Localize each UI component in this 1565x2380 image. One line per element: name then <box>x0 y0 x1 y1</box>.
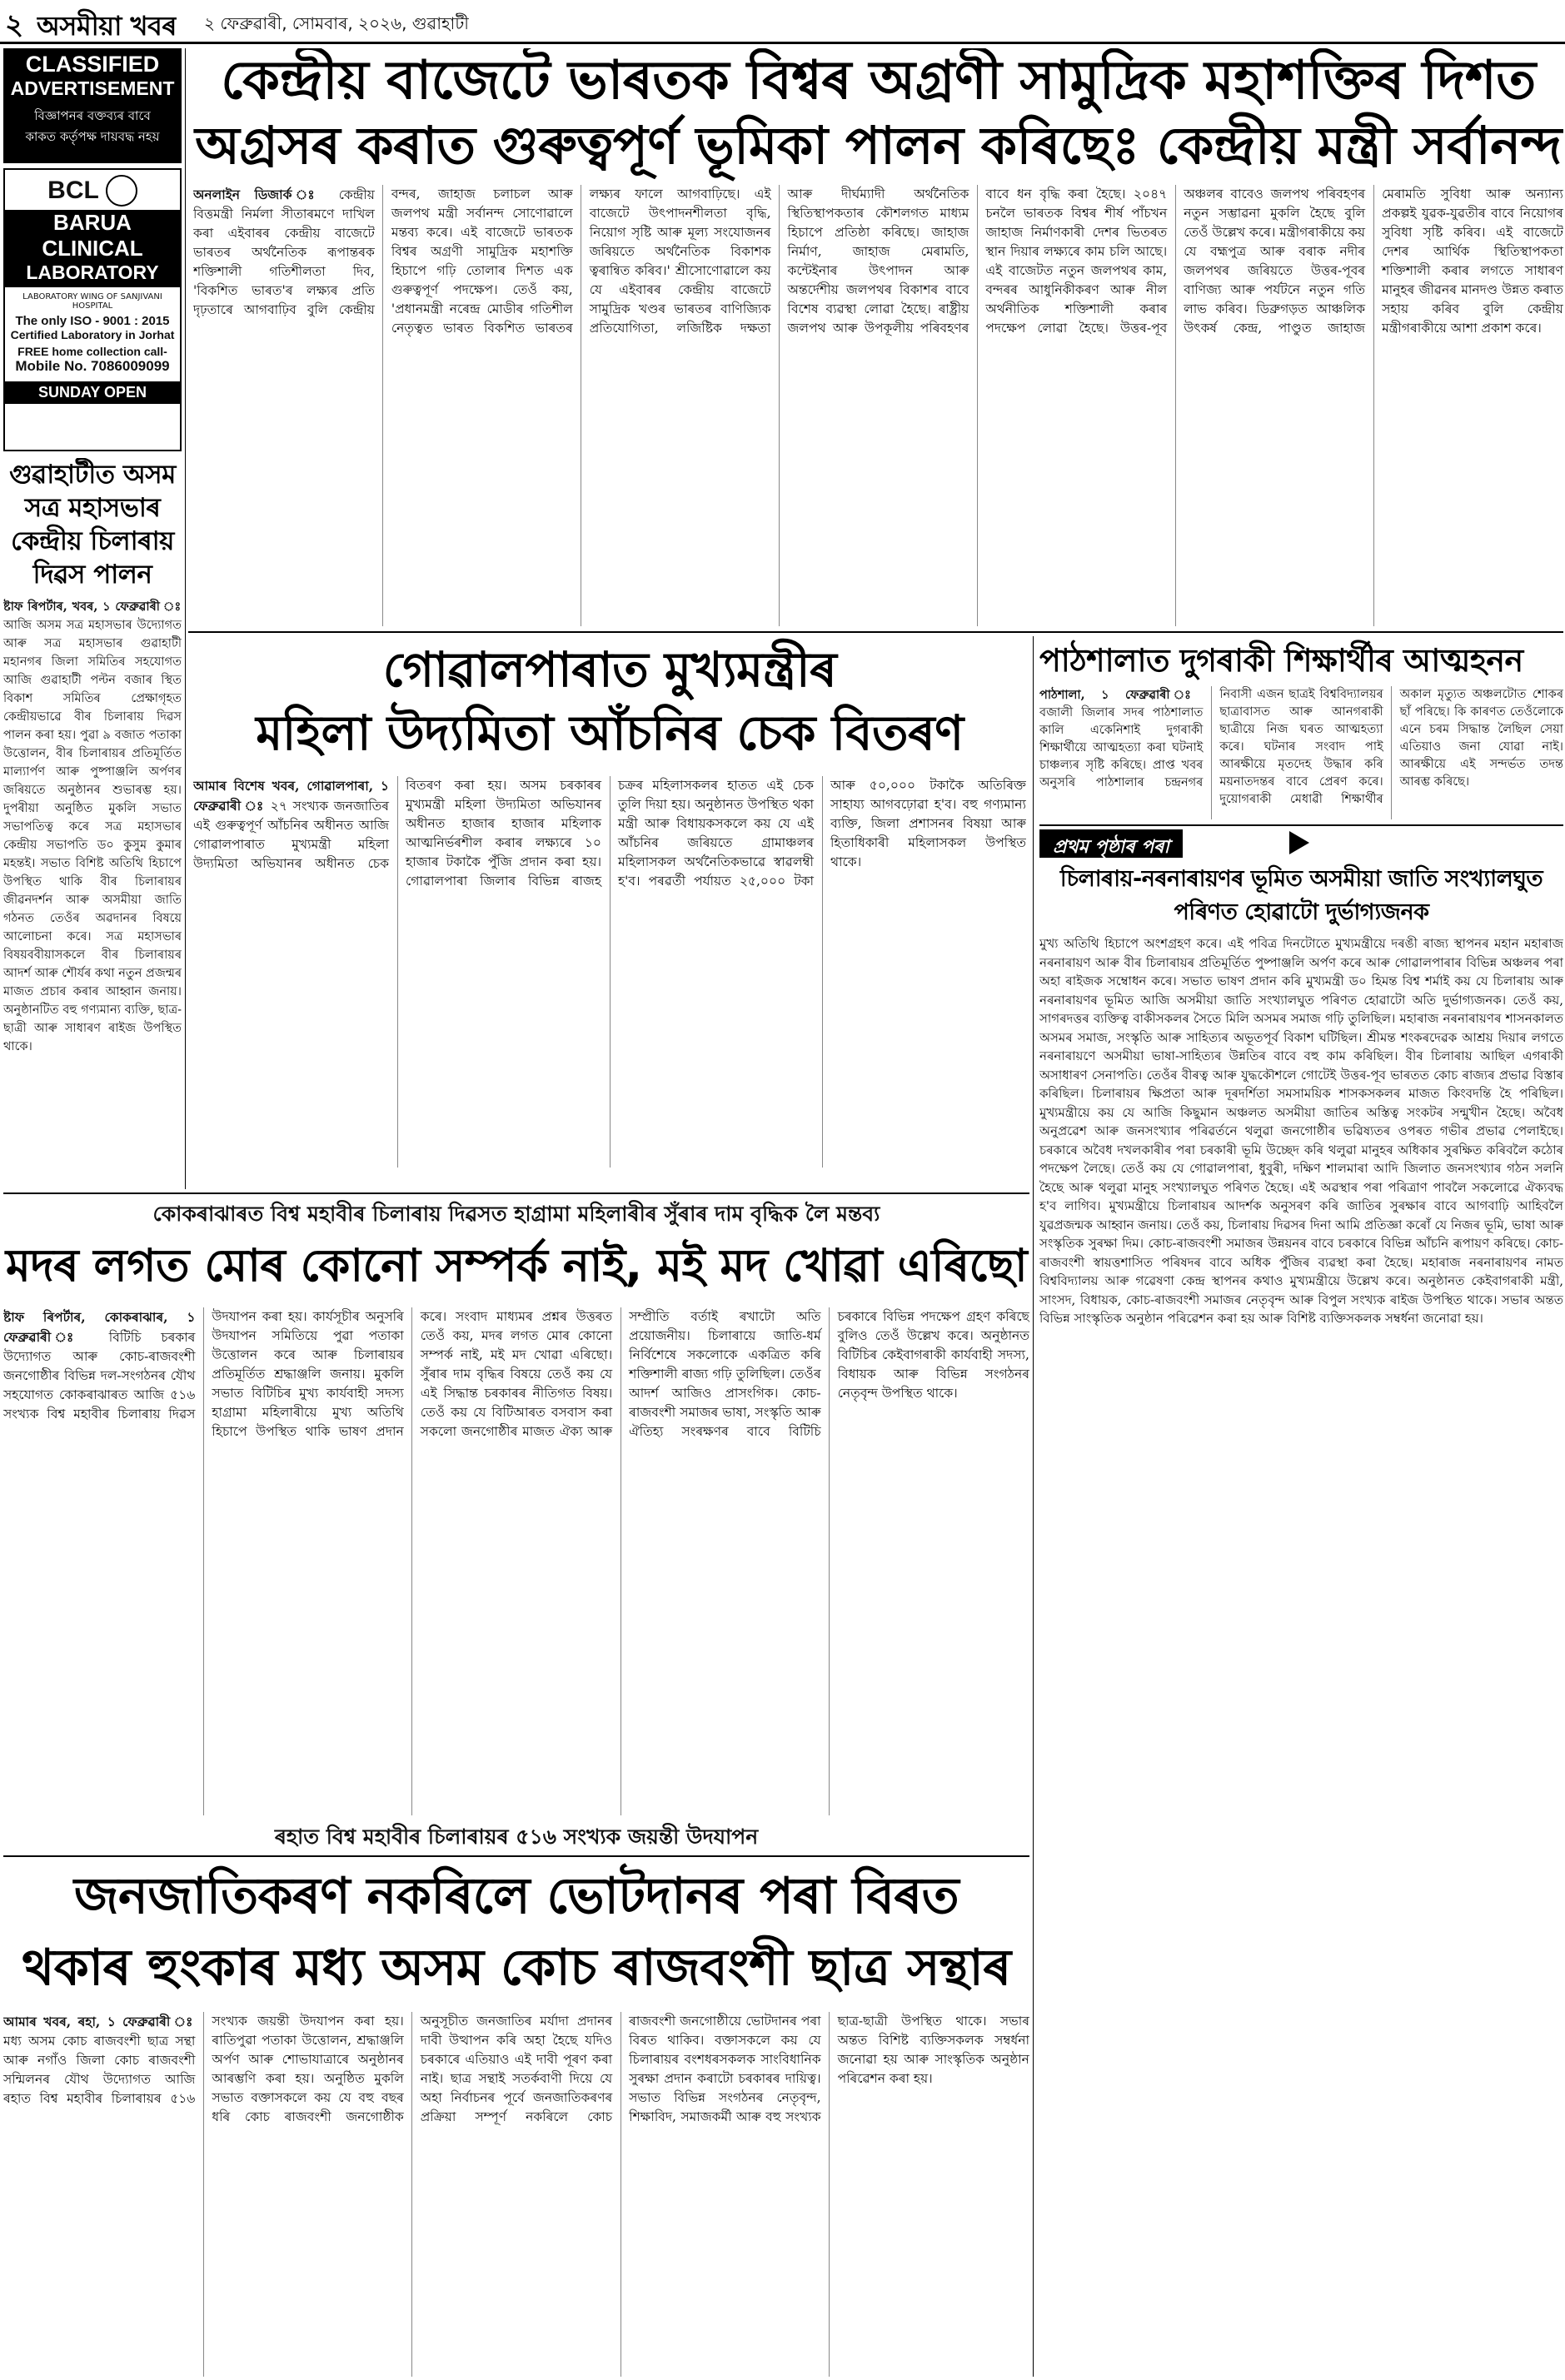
pathshala-headline: পাঠশালাত দুগৰাকী শিক্ষাৰ্থীৰ আত্মহনন <box>1039 642 1523 679</box>
bcl-sub-4: FREE home collection call- <box>17 345 167 358</box>
paper-name: অসমীয়া খবৰ <box>37 10 177 42</box>
bcl-name-2: CLINICAL <box>5 236 180 261</box>
kokrajhar-kicker: কোকৰাঝাৰত বিশ্ব মহাবীৰ চিলাৰায় দিৱসত হাগ্ৰামা মহিলাৰীৰ সুঁৰাৰ দাম বৃদ্ধিক লৈ মন্তব্য <box>152 1202 880 1226</box>
continued-left-rule <box>1033 1169 1034 2377</box>
lead-bottom-rule <box>188 631 1563 633</box>
classified-box <box>3 48 182 163</box>
goalpara-body-text: ২৭ সংখ্যক জনজাতিৰ এই গুৰুত্বপূৰ্ণ আঁচনিৰ অধীনত আজি গোৱালপাৰাত মুখ্যমন্ত্ৰী মহিলা উদ্যমিতা অভিযানৰ অধীনত চেক বিতৰণ কৰা হয়। অসম চৰকাৰৰ মুখ্যমন্ত্ৰী মহিলা উদ্যমিতা অভিযানৰ অধীনত হাজাৰ হাজাৰ মহিলাক আত্মনিৰ্ভৰশীল কৰাৰ লক্ষ্যৰে ১০ হাজাৰ টকাকৈ পুঁজি প্ৰদান কৰা হয়। গোৱালপাৰা জিলাৰ বিভিন্ন ৰাজহ চক্ৰৰ মহিলাসকলৰ হাতত এই চেক তুলি দিয়া হয়। অনুষ্ঠানত উপস্থিত থকা মন্ত্ৰী আৰু বিধায়কসকলে কয় যে এই আঁচনিৰ জৰিয়তে গ্ৰামাঞ্চলৰ মহিলাসকল অৰ্থনৈতিকভাৱে স্বাৱলম্বী হ'ব। পৰৱৰ্তী পৰ্যায়ত ২৫,০০০ টকা আৰু ৫০,০০০ টকাকৈ অতিৰিক্ত সাহায্য আগবঢ়োৱা হ'ব। বহু গণ্যমান্য ব্যক্তি, জিলা প্ৰশাসনৰ বিষয়া আৰু হিতাধিকাৰী মহিলাসকল উপস্থিত থাকে। <box>193 778 1026 889</box>
goalpara-body <box>193 776 1026 1168</box>
raha-headline-line-1: জনজাতিকৰণ নকৰিলে ভোটদানৰ পৰা বিৰত <box>73 1867 959 1925</box>
raha-body-text: মধ্য অসম কোচ ৰাজবংশী ছাত্ৰ সন্থা আৰু নগাঁও জিলা কোচ ৰাজবংশী সন্মিলনৰ যৌথ উদ্যোগত আজি ৰহাত বিশ্ব মহাবীৰ চিলাৰায়ৰ ৫১৬ সংখ্যক জয়ন্তী উদযাপন কৰা হয়। ৰাতিপুৱা পতাকা উত্তোলন, শ্ৰদ্ধাঞ্জলি অৰ্পণ আৰু শোভাযাত্ৰাৰে অনুষ্ঠানৰ আৰম্ভণি কৰা হয়। অনুষ্ঠিত মুকলি সভাত বক্তাসকলে কয় যে বহু বছৰ ধৰি কোচ ৰাজবংশী জনগোষ্ঠীক অনুসূচীত জনজাতিৰ মৰ্যাদা প্ৰদানৰ দাবী উত্থাপন কৰি অহা হৈছে যদিও চৰকাৰে এতিয়াও এই দাবী পূৰণ কৰা নাই। ছাত্ৰ সন্থাই সতৰ্কবাণী দিয়ে যে অহা নিৰ্বাচনৰ পূৰ্বে জনজাতিকৰণৰ প্ৰক্ৰিয়া সম্পূৰ্ণ নকৰিলে কোচ ৰাজবংশী জনগোষ্ঠীয়ে ভোটদানৰ পৰা বিৰত থাকিব। বক্তাসকলে কয় যে চিলাৰায়ৰ বংশধৰসকলক সাংবিধানিক সুৰক্ষা প্ৰদান কৰাটো চৰকাৰৰ দায়িত্ব। সভাত বিভিন্ন সংগঠনৰ নেতৃবৃন্দ, শিক্ষাবিদ, সমাজকৰ্মী আৰু বহু সংখ্যক ছাত্ৰ-ছাত্ৰী উপস্থিত থাকে। সভাৰ অন্তত বিশিষ্ট ব্যক্তিসকলক সম্বৰ্ধনা জনোৱা হয় আৰু সাংস্কৃতিক অনুষ্ঠান পৰিৱেশন কৰা হয়। <box>3 2014 1029 2124</box>
lead-headline-line-1: কেন্দ্ৰীয় বাজেটে ভাৰতক বিশ্বৰ অগ্ৰণী সামুদ্ৰিক মহাশক্তিৰ দিশত <box>221 50 1536 112</box>
lead-headline <box>193 48 1563 182</box>
masthead-rule <box>0 42 1565 44</box>
pathshala-body: বজালী জিলাৰ সদৰ পাঠশালাত কালি একেনিশাই দুগৰাকী শিক্ষাৰ্থীয়ে আত্মহত্যা কৰা ঘটনাই চাঞ্চল্যৰ সৃষ্টি কৰিছে। প্ৰাপ্ত খবৰ অনুসৰি পাঠশালাৰ চন্দ্ৰনগৰ নিবাসী এজন ছাত্ৰই বিশ্ববিদ্যালয়ৰ ছাত্ৰাবাসত আৰু আনগৰাকী ছাত্ৰীয়ে নিজ ঘৰত আত্মহত্যা কৰে। ঘটনাৰ সংবাদ পাই আৰক্ষীয়ে মৃতদেহ উদ্ধাৰ কৰি ময়নাতদন্তৰ বাবে প্ৰেৰণ কৰে। দুয়োগৰাকী মেধাৱী শিক্ষাৰ্থীৰ অকাল মৃত্যুত অঞ্চলটোত শোকৰ ছাঁ পৰিছে। কি কাৰণত তেওঁলোকে এনে চৰম সিদ্ধান্ত লৈছিল সেয়া এতিয়াও জনা যোৱা নাই। আৰক্ষীয়ে এই সন্দৰ্ভত তদন্ত আৰম্ভ কৰিছে। <box>1039 688 1563 806</box>
bcl-code: BCL <box>47 177 99 204</box>
page-number: ২ <box>5 8 23 42</box>
continued-headline-line-2: পৰিণত হোৱাটো দুৰ্ভাগ্যজনক <box>1174 899 1429 925</box>
left-column-rule <box>185 48 186 1189</box>
classified-note: বিজ্ঞাপনৰ বক্তব্যৰ বাবে <box>34 108 151 123</box>
classified-title: CLASSIFIED <box>25 52 160 77</box>
kokrajhar-body <box>3 1307 1029 1815</box>
kokrajhar-bottom-rule <box>3 1855 1029 1857</box>
pathshala-story <box>1039 638 1563 821</box>
kokrajhar-dateline: ষ্টাফ ৰিপৰ্টাৰ, কোকৰাঝাৰ, ১ ফেব্ৰুৱাৰী ঃ <box>3 1309 196 1345</box>
goalpara-headline <box>193 638 1026 771</box>
continued-headline-line-1: চিলাৰায়-নৰনাৰায়ণৰ ভূমিত অসমীয়া জাতি সংখ্যালঘুত <box>1059 866 1543 892</box>
bcl-logo-icon <box>106 175 137 207</box>
raha-dateline: আমাৰ খবৰ, ৰহা, ১ ফেব্ৰুৱাৰী ঃ <box>3 2014 196 2029</box>
bcl-ad <box>3 168 182 451</box>
lead-dateline: অনলাইন ডিজাৰ্ক ঃ <box>193 187 325 202</box>
guwahati-dateline: ষ্টাফ ৰিপৰ্টাৰ, খবৰ, ১ ফেব্ৰুৱাৰী ঃ <box>3 600 182 614</box>
lead-body-text: কেন্দ্ৰীয় বিত্তমন্ত্ৰী নিৰ্মলা সীতাৰমণে দাখিল কৰা এইবাৰৰ কেন্দ্ৰীয় বাজেটে ভাৰতৰ অৰ্থনৈতিক ৰূপান্তৰক শক্তিশালী গতিশীলতা দিব, 'বিকশিত ভাৰত'ৰ লক্ষ্যৰ প্ৰতি দৃঢ়তাৰে আগবাঢ়িব বুলি কেন্দ্ৰীয় বন্দৰ, জাহাজ চলাচল আৰু জলপথ মন্ত্ৰী সৰ্বানন্দ সোণোৱালে মন্তব্য কৰে। এই বাজেটে ভাৰতক বিশ্বৰ অগ্ৰণী সামুদ্ৰিক মহাশক্তি হিচাপে গঢ়ি তোলাৰ দিশত এক গুৰুত্বপূৰ্ণ পদক্ষেপ। তেওঁ কয়, 'প্ৰধানমন্ত্ৰী নৰেন্দ্ৰ মোডীৰ গতিশীল নেতৃত্বত ভাৰত বিকশিত ভাৰতৰ লক্ষ্যৰ ফালে আগবাঢ়িছে। এই বাজেটে উৎপাদনশীলতা বৃদ্ধি, নিয়োগ সৃষ্টি আৰু মূল্য সংযোজনৰ জৰিয়তে অৰ্থনৈতিক বিকাশক ত্বৰান্বিত কৰিব।' শ্ৰীসোণোৱালে কয় যে এইবাৰৰ কেন্দ্ৰীয় বাজেটে সামুদ্ৰিক খণ্ডৰ ভাৰতৰ বাণিজ্যিক প্ৰতিযোগিতা, লজিষ্টিক দক্ষতা আৰু দীৰ্ঘম্যাদী অৰ্থনৈতিক স্থিতিস্থাপকতাৰ কৌশলগত মাধ্যম হিচাপে প্ৰতিষ্ঠা কৰিছে। জাহাজ নিৰ্মাণ, জাহাজ মেৰামতি, কন্টেইনাৰ উৎপাদন আৰু অন্তৰ্দেশীয় জলপথৰ বিকাশৰ বাবে বিশেষ ব্যৱস্থা লোৱা হৈছে। ৰাষ্ট্ৰীয় জলপথ আৰু উপকূলীয় পৰিবহণৰ বাবে ধন বৃদ্ধি কৰা হৈছে। ২০৪৭ চনলৈ ভাৰতক বিশ্বৰ শীৰ্ষ পাঁচখন জাহাজ নিৰ্মাণকাৰী দেশৰ ভিতৰত স্থান দিয়াৰ লক্ষ্যৰে কাম চলি আছে। এই বাজেটত নতুন জলপথৰ কাম, বন্দৰৰ আধুনিকীকৰণ আৰু নীল অৰ্থনীতিক শক্তিশালী কৰাৰ পদক্ষেপ লোৱা হৈছে। উত্তৰ-পূব অঞ্চলৰ বাবেও জলপথ পৰিবহণৰ নতুন সম্ভাৱনা মুকলি হৈছে বুলি তেওঁ উল্লেখ কৰে। মন্ত্ৰীগৰাকীয়ে কয় যে বহ্মপুত্ৰ আৰু বৰাক নদীৰ জলপথৰ জৰিয়তে উত্তৰ-পূবৰ বাণিজ্য আৰু পৰ্যটনে নতুন গতি লাভ কৰিব। ডিব্ৰুগড়ত আঞ্চলিক উৎকৰ্ষ কেন্দ্ৰ, পাণ্ডুত জাহাজ মেৰামতি সুবিধা আৰু অন্যান্য প্ৰকল্পই যুৱক-যুৱতীৰ বাবে নিয়োগৰ সুবিধা সৃষ্টি কৰিব। এই বাজেটে দেশৰ আৰ্থিক স্থিতিস্থাপকতা শক্তিশালী কৰাৰ লগতে সাধাৰণ মানুহৰ জীৱনৰ মানদণ্ড উন্নত কৰাত সহায় কৰিব বুলি কেন্দ্ৰীয় মন্ত্ৰীগৰাকীয়ে আশা প্ৰকাশ কৰে। <box>193 187 1563 336</box>
guwahati-body: আজি অসম সত্ৰ মহাসভাৰ উদ্যোগত আৰু সত্ৰ মহাসভাৰ গুৱাহাটী মহানগৰ জিলা সমিতিৰ সহযোগত আজি গুৱাহাটী পল্টন বজাৰ স্থিত বিকাশ সমিতিৰ প্ৰেক্ষাগৃহত কেন্দ্ৰীয়ভাৱে বীৰ চিলাৰায় দিৱস পালন কৰা হয়। পুৱা ৯ বজাত পতাকা উত্তোলন, বীৰ চিলাৰায়ৰ প্ৰতিমূৰ্তিত মাল্যাৰ্পণ আৰু পুষ্পাঞ্জলি অৰ্পণৰ জৰিয়তে অনুষ্ঠানৰ শুভাৰম্ভ হয়। দুপৰীয়া অনুষ্ঠিত মুকলি সভাত সভাপতিত্ব কৰে সত্ৰ মহাসভাৰ কেন্দ্ৰীয় সভাপতি ড০ কুসুম কুমাৰ মহন্তই। সভাত বিশিষ্ট অতিথি হিচাপে উপস্থিত থাকি বীৰ চিলাৰায়ৰ জীৱনদৰ্শন আৰু অসমীয়া জাতি গঠনত তেওঁৰ অৱদানৰ বিষয়ে আলোচনা কৰে। সত্ৰ মহাসভাৰ বিষয়ববীয়াসকলে বীৰ চিলাৰায়ৰ আদৰ্শ আৰু শৌৰ্যৰ কথা নতুন প্ৰজন্মৰ মাজত প্ৰচাৰ কৰাৰ আহ্বান জনায়। অনুষ্ঠানটিত বহু গণ্যমান্য ব্যক্তি, ছাত্ৰ-ছাত্ৰী আৰু সাধাৰণ ৰাইজ উপস্থিত থাকে। <box>3 619 182 1053</box>
bcl-name: BARUA <box>5 210 180 236</box>
continued-banner <box>1039 824 1563 858</box>
raha-headline-line-2: থকাৰ হুংকাৰ মধ্য অসম কোচ ৰাজবংশী ছাত্ৰ সন্থাৰ <box>22 1939 1011 1997</box>
bcl-sub: LABORATORY WING OF SANJIVANI HOSPITAL <box>22 292 162 311</box>
bcl-sub-3: Certified Laboratory in Jorhat <box>10 328 175 341</box>
classified-title-2: ADVERTISEMENT <box>10 77 175 99</box>
continued-body <box>1039 934 1563 2375</box>
guwahati-headline: গুৱাহাটীত অসম সত্ৰ মহাসভাৰ কেন্দ্ৰীয় চিলাৰায় দিৱস পালন <box>9 460 176 590</box>
dateline: ২ ফেব্ৰুৱাৰী, সোমবাৰ, ২০২৬, গুৱাহাটী <box>204 13 469 33</box>
kokrajhar-body-text: বিটিচি চৰকাৰ উদ্যোগত আৰু কোচ-ৰাজবংশী জনগোষ্ঠীৰ বিভিন্ন দল-সংগঠনৰ যৌথ সহযোগত কোকৰাঝাৰত আজি ৫১৬ সংখ্যক বিশ্ব মহাবীৰ চিলাৰায় দিৱস উদযাপন কৰা হয়। কাৰ্যসূচীৰ অনুসৰি উদযাপন সমিতিয়ে পুৱা পতাকা উত্তোলন কৰে আৰু চিলাৰায়ৰ প্ৰতিমূৰ্তিত শ্ৰদ্ধাঞ্জলি জনায়। মুকলি সভাত বিটিচিৰ মুখ্য কাৰ্যবাহী সদস্য হাগ্ৰামা মহিলাৰীয়ে মুখ্য অতিথি হিচাপে উপস্থিত থাকি ভাষণ প্ৰদান কৰে। সংবাদ মাধ্যমৰ প্ৰশ্নৰ উত্তৰত তেওঁ কয়, মদৰ লগত মোৰ কোনো সম্পৰ্ক নাই, মই মদ খোৱা এৰিছো। সুঁৰাৰ দাম বৃদ্ধিৰ বিষয়ে তেওঁ কয় যে এই সিদ্ধান্ত চৰকাৰৰ নীতিগত বিষয়। তেওঁ কয় যে বিটিআৰত বসবাস কৰা সকলো জনগোষ্ঠীৰ মাজত ঐক্য আৰু সম্প্ৰীতি বৰ্তাই ৰখাটো অতি প্ৰয়োজনীয়। চিলাৰায়ে জাতি-ধৰ্ম নিৰ্বিশেষে সকলোকে একত্ৰিত কৰি শক্তিশালী ৰাজ্য গঢ়ি তুলিছিল। তেওঁৰ আদৰ্শ আজিও প্ৰাসংগিক। কোচ-ৰাজবংশী সমাজৰ ভাষা, সংস্কৃতি আৰু ঐতিহ্য সংৰক্ষণৰ বাবে বিটিচি চৰকাৰে বিভিন্ন পদক্ষেপ গ্ৰহণ কৰিছে বুলিও তেওঁ উল্লেখ কৰে। অনুষ্ঠানত বিটিচিৰ কেইবাগৰাকী কাৰ্যবাহী সদস্য, বিধায়ক আৰু বিভিন্ন সংগঠনৰ নেতৃবৃন্দ উপস্থিত থাকে। <box>3 1309 1029 1439</box>
guwahati-story <box>3 458 182 1191</box>
lead-body <box>193 185 1563 626</box>
bcl-name-3: LABORATORY <box>5 261 180 287</box>
pathshala-dateline: পাঠশালা, ১ ফেব্ৰুৱাৰী ঃ <box>1039 688 1204 702</box>
arrow-right-icon <box>1289 831 1309 854</box>
continued-body-text: মুখ্য অতিথি হিচাপে অংশগ্ৰহণ কৰে। এই পবিত্ৰ দিনটোতে মুখ্যমন্ত্ৰীয়ে দৰঙী ৰাজ্য স্থাপনৰ মহান মহাৰাজ নৰনাৰায়ণ আৰু বীৰ চিলাৰায়ৰ প্ৰতিমূৰ্তিত পুষ্পাঞ্জলি অৰ্পণ কৰে আৰু গোৱালপাৰাৰ বিভিন্ন অঞ্চলৰ পৰা অহা ৰাইজক সম্বোধন কৰে। সভাত ভাষণ প্ৰদান কৰি মুখ্যমন্ত্ৰী ড০ হিমন্ত বিশ্ব শৰ্মাই কয় যে চিলাৰায় আৰু নৰনাৰায়ণৰ ভূমিত আজি অসমীয়া জাতি সংখ্যালঘুত পৰিণত হোৱাটো অতি দুৰ্ভাগ্যজনক। তেওঁ কয়, সাগৰদত্তৰ ব্যক্তিত্ব বাকীসকলৰ সৈতে মিলি অসমৰ সমাজ গঢ়ি তুলিছিল। মহাৰাজ নৰনাৰায়ণৰ শাসনকালত অসমৰ সমাজ, সংস্কৃতি আৰু সাহিত্যৰ অভূতপূৰ্ব বিকাশ ঘটিছিল। শ্ৰীমন্ত শংকৰদেৱক আশ্ৰয় দিয়াৰ লগতে নৰনাৰায়ণে অসমীয়া ভাষা-সাহিত্যৰ উন্নতিৰ বাবে বহু কাম কৰিছিল। বীৰ চিলাৰায় আছিল এগৰাকী অসাধাৰণ সেনাপতি। তেওঁৰ বীৰত্ব আৰু যুদ্ধকৌশলে গোটেই উত্তৰ-পূব ভাৰতত কোচ ৰাজ্যৰ প্ৰভাৱ বিস্তাৰ কৰিছিল। চিলাৰায়ৰ ক্ষিপ্ৰতা আৰু দূৰদৰ্শিতা সমসাময়িক শাসকসকলৰ মাজত কিংবদন্তি হৈ পৰিছিল। মুখ্যমন্ত্ৰীয়ে কয় যে আজি কিছুমান অঞ্চলত অসমীয়া জাতিৰ অস্তিত্ব সংকটৰ সন্মুখীন হৈছে। অবৈধ অনুপ্ৰৱেশ আৰু জনসংখ্যাৰ পৰিৱৰ্তনে থলুৱা জনগোষ্ঠীৰ ভৱিষ্যতৰ ওপৰত গভীৰ প্ৰভাৱ পেলাইছে। চৰকাৰে অবৈধ দখলকাৰীৰ পৰা চৰকাৰী ভূমি উচ্ছেদ কৰি থলুৱা মানুহৰ অধিকাৰ সুৰক্ষিত কৰিবলৈ কঠোৰ পদক্ষেপ লৈছে। তেওঁ কয় যে গোৱালপাৰা, ধুবুৰী, দক্ষিণ শালমাৰা আদি জিলাত জনসংখ্যাৰ গঠন সলনি হৈছে আৰু থলুৱা মানুহ সংখ্যালঘুত পৰিণত হৈছে। এই অৱস্থাৰ পৰা পৰিত্ৰাণ পাবলৈ সকলোৱে ঐক্যবদ্ধ হ'ব লাগিব। মুখ্যমন্ত্ৰীয়ে চিলাৰায়ৰ আদৰ্শক অনুসৰণ কৰি জাতিৰ সুৰক্ষাৰ বাবে আগবাঢ়ি আহিবলৈ যুৱপ্ৰজন্মক আহ্বান জনায়। তেওঁ কয়, চিলাৰায় দিৱসৰ দিনা আমি প্ৰতিজ্ঞা কৰোঁ যে নিজৰ ভূমি, ভাষা আৰু সংস্কৃতিক সুৰক্ষা দিম। কোচ-ৰাজবংশী সমাজৰ উন্নয়নৰ বাবে চৰকাৰে বিভিন্ন আঁচনি ৰূপায়ণ কৰিছে। কোচ-ৰাজবংশী স্বায়ত্তশাসিত পৰিষদৰ বাবে অধিক পুঁজিৰ ব্যৱস্থা কৰা হৈছে। মহাৰাজ নৰনাৰায়ণৰ নামত বিশ্ববিদ্যালয় আৰু গৱেষণা কেন্দ্ৰ স্থাপনৰ কথাও মুখ্যমন্ত্ৰীয়ে উল্লেখ কৰে। অনুষ্ঠানত কেইবাগৰাকী মন্ত্ৰী, সাংসদ, বিধায়ক, কোচ-ৰাজবংশী সমাজৰ নেতৃবৃন্দ আৰু বিপুল সংখ্যক ৰাইজ উপস্থিত থাকে। সভাৰ অন্তত বিভিন্ন সাংস্কৃতিক অনুষ্ঠান পৰিৱেশন কৰা হয় আৰু বিশিষ্ট ব্যক্তিসকলক সম্বৰ্ধনা জনোৱা হয়। <box>1039 936 1563 1326</box>
kokrajhar-top-rule <box>3 1192 1029 1194</box>
kokrajhar-footer: ৰহাত বিশ্ব মহাবীৰ চিলাৰায়ৰ ৫১৬ সংখ্যক জয়ন্তী উদযাপন <box>274 1825 759 1849</box>
lead-headline-line-2: অগ্ৰসৰ কৰাত গুৰুত্বপূৰ্ণ ভূমিকা পালন কৰিছেঃ কেন্দ্ৰীয় মন্ত্ৰী সৰ্বানন্দ <box>195 115 1562 176</box>
raha-body <box>3 2012 1029 2377</box>
classified-note-2: কাকত কৰ্তৃপক্ষ দায়বদ্ধ নহয় <box>25 129 160 144</box>
continued-banner-label: প্ৰথম পৃষ্ঠাৰ পৰা <box>1039 829 1183 858</box>
masthead <box>0 0 1565 42</box>
bcl-mobile: Mobile No. 7086009099 <box>15 358 170 374</box>
raha-headline <box>3 1860 1029 2007</box>
goalpara-dateline: আমাৰ বিশেষ খবৰ, গোৱালপাৰা, ১ ফেব্ৰুৱাৰী ঃ <box>193 778 389 814</box>
bcl-open: SUNDAY OPEN <box>5 381 180 404</box>
goalpara-headline-line-2: মহিলা উদ্যমিতা আঁচনিৰ চেক বিতৰণ <box>256 705 964 761</box>
continued-headline <box>1039 863 1563 931</box>
goalpara-right-rule <box>1033 636 1034 1169</box>
goalpara-headline-line-1: গোৱালপাৰাত মুখ্যমন্ত্ৰীৰ <box>382 641 837 698</box>
kokrajhar-headline: মদৰ লগত মোৰ কোনো সম্পৰ্ক নাই, মই মদ খোৱা এৰিছো <box>5 1239 1028 1292</box>
bcl-sub-2: The only ISO - 9001 : 2015 <box>15 314 170 328</box>
